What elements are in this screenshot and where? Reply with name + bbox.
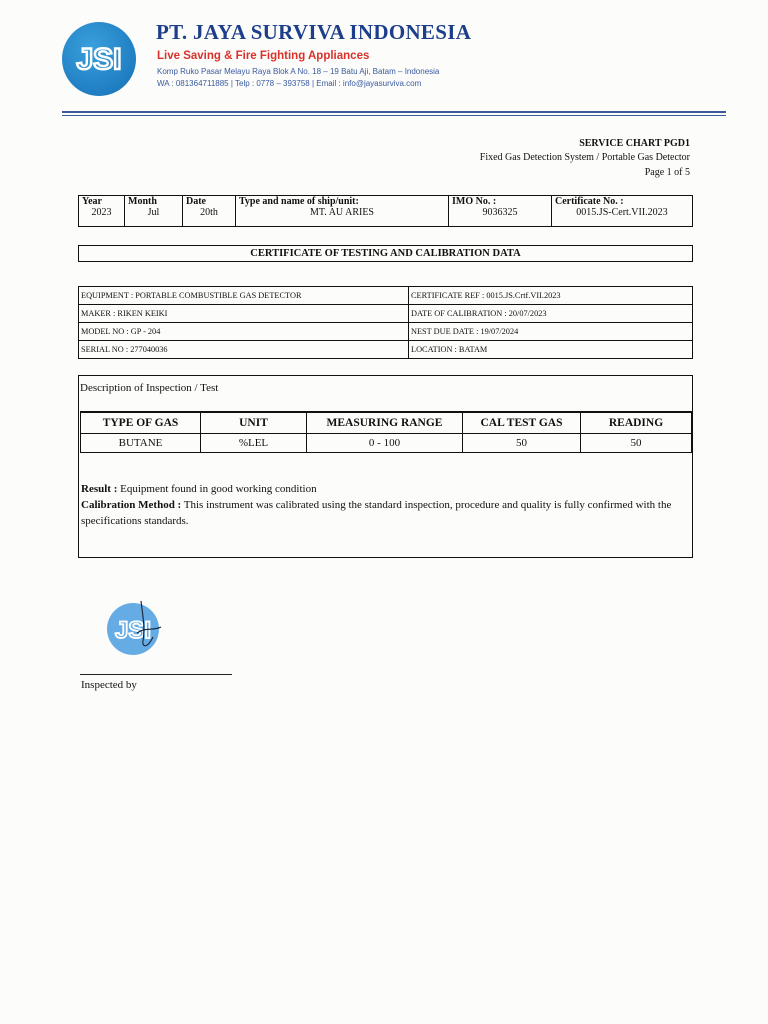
certificate-cell <box>552 196 693 227</box>
stamp-signature-icon <box>103 597 165 659</box>
unit-cell: %LEL <box>201 433 307 452</box>
reading-cell: 50 <box>581 433 692 452</box>
serial-field: SERIAL NO : 277040036 <box>79 341 409 359</box>
gas-reading-table <box>80 411 692 453</box>
result-label: Result : <box>81 483 118 495</box>
col-measuring-range: MEASURING RANGE <box>307 412 463 433</box>
table-row <box>81 433 692 452</box>
date-label: Date <box>186 196 206 207</box>
service-chart-subtitle: Fixed Gas Detection System / Portable Gas Detector <box>479 152 690 163</box>
stamp-lettering: JSI <box>114 617 152 644</box>
inspection-section <box>78 375 693 558</box>
calibration-method-line <box>81 497 691 529</box>
equipment-field: EQUIPMENT : PORTABLE COMBUSTIBLE GAS DETECTOR <box>79 287 409 305</box>
calibration-date-field: DATE OF CALIBRATION : 20/07/2023 <box>409 305 693 323</box>
ship-info-table <box>78 195 693 227</box>
signature-stamp <box>103 597 165 659</box>
imo-cell <box>449 196 552 227</box>
year-cell <box>79 196 125 227</box>
calibration-method-label: Calibration Method : <box>81 499 182 511</box>
model-field: MODEL NO : GP - 204 <box>79 323 409 341</box>
company-tagline: Live Saving & Fire Fighting Appliances <box>157 50 370 62</box>
company-logo <box>62 22 136 96</box>
certificate-title: CERTIFICATE OF TESTING AND CALIBRATION DATA <box>78 245 693 262</box>
date-cell <box>183 196 236 227</box>
month-label: Month <box>128 196 157 207</box>
company-contact: WA : 081364711885 | Telp : 0778 – 393758 | Email : info@jayasurviva.com <box>157 79 422 88</box>
gas-type-cell: BUTANE <box>81 433 201 452</box>
date-value: 20th <box>200 207 218 218</box>
cert-ref-field: CERTIFICATE REF : 0015.JS.Crtf.VII.2023 <box>409 287 693 305</box>
next-due-date-field: NEST DUE DATE : 19/07/2024 <box>409 323 693 341</box>
month-value: Jul <box>147 207 160 218</box>
certificate-label: Certificate No. : <box>555 196 624 207</box>
header-divider-thin <box>62 115 726 116</box>
signature-line <box>80 674 232 675</box>
page-indicator: Page 1 of 5 <box>644 167 690 178</box>
inspection-description: Description of Inspection / Test <box>80 382 219 394</box>
certificate-value: 0015.JS-Cert.VII.2023 <box>576 207 668 218</box>
imo-label: IMO No. : <box>452 196 497 207</box>
service-chart-title: SERVICE CHART PGD1 <box>579 138 690 149</box>
ship-label: Type and name of ship/unit: <box>239 196 359 207</box>
location-field: LOCATION : BATAM <box>409 341 693 359</box>
header-divider <box>62 111 726 113</box>
imo-value: 9036325 <box>482 207 518 218</box>
company-name: PT. JAYA SURVIVA INDONESIA <box>156 20 472 44</box>
ship-value: MT. AU ARIES <box>310 207 374 218</box>
month-cell <box>125 196 183 227</box>
result-block <box>81 481 691 529</box>
maker-field: MAKER : RIKEN KEIKI <box>79 305 409 323</box>
equipment-table <box>78 286 693 359</box>
col-type-of-gas: TYPE OF GAS <box>81 412 201 433</box>
result-text: Equipment found in good working condition <box>117 483 317 495</box>
inspected-by-label: Inspected by <box>81 679 137 691</box>
company-address: Komp Ruko Pasar Melayu Raya Blok A No. 18 – 19 Batu Aji, Batam – Indonesia <box>157 67 440 76</box>
col-cal-test-gas: CAL TEST GAS <box>463 412 581 433</box>
jsi-logo-icon <box>62 22 136 96</box>
col-unit: UNIT <box>201 412 307 433</box>
measuring-range-cell: 0 - 100 <box>307 433 463 452</box>
col-reading: READING <box>581 412 692 433</box>
ship-cell <box>236 196 449 227</box>
logo-lettering: JSI <box>76 43 122 76</box>
year-label: Year <box>82 196 102 207</box>
year-value: 2023 <box>91 207 112 218</box>
cal-test-gas-cell: 50 <box>463 433 581 452</box>
gas-table-header <box>81 412 692 433</box>
calibration-method-text: This instrument was calibrated using the standard inspection, procedure and quality is fully confirmed with the specifications standards. <box>81 499 672 527</box>
result-line <box>81 481 691 497</box>
